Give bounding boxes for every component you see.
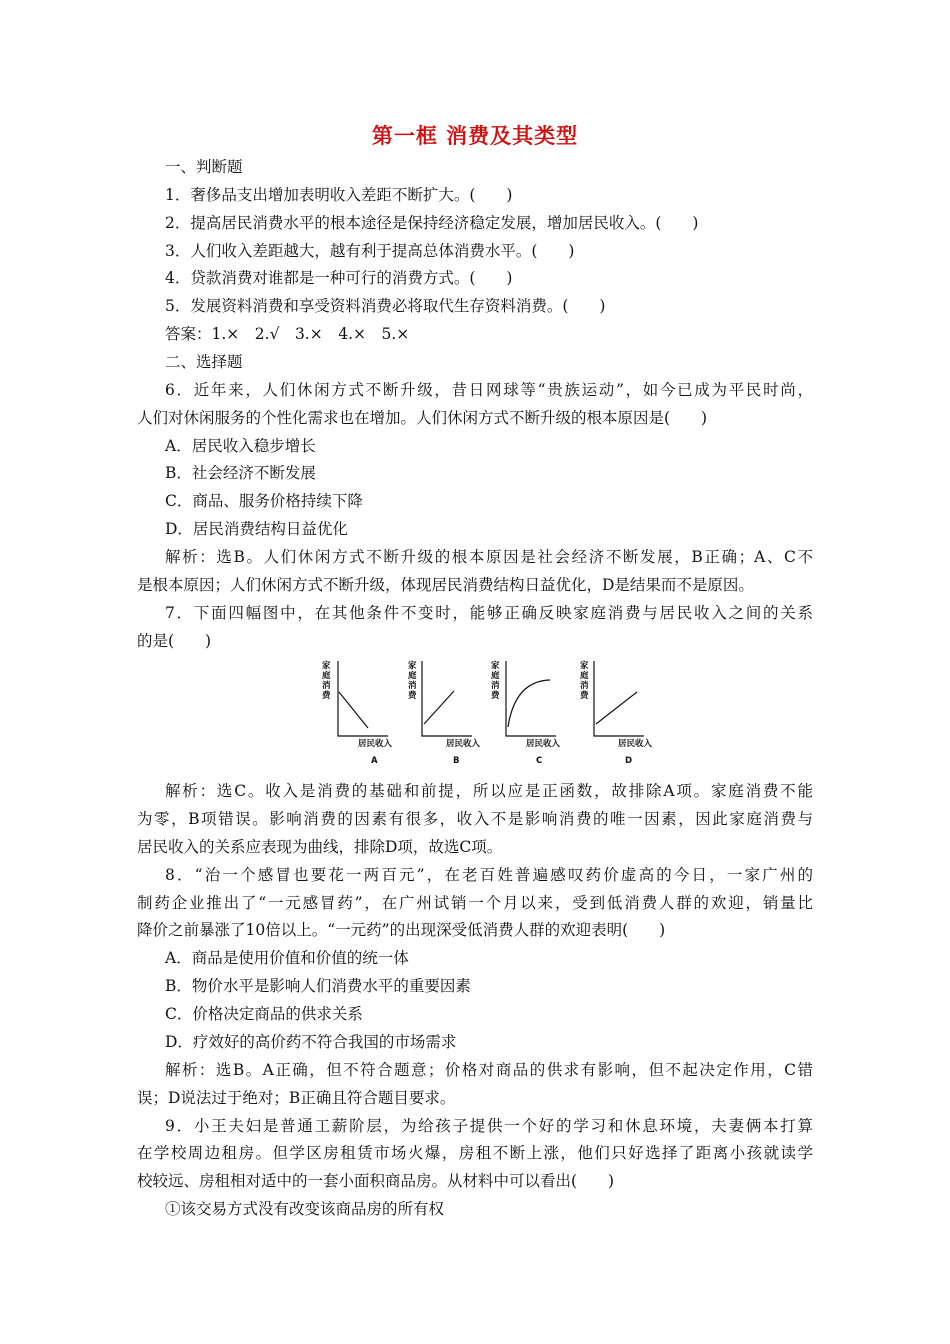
graph-c-letter: C bbox=[536, 756, 543, 766]
q6-stem-line-2: 人们对休闲服务的个性化需求也在增加。人们休闲方式不断升级的根本原因是( ) bbox=[137, 409, 708, 427]
graph-c-curve bbox=[508, 680, 550, 727]
graph-d-ylabel-4: 费 bbox=[580, 691, 589, 701]
q8-option-a: A．商品是使用价值和价值的统一体 bbox=[165, 949, 409, 967]
q8-analysis-line-2: 误；D说法过于绝对；B正确且符合题目要求。 bbox=[137, 1089, 456, 1107]
graph-d-curve bbox=[596, 692, 637, 724]
graph-b-letter: B bbox=[453, 756, 460, 766]
q9-stem-line-1: 9．小王夫妇是普通工薪阶层，为给孩子提供一个好的学习和休息环境，夫妻俩本打算 bbox=[165, 1117, 813, 1135]
graph-a-curve bbox=[339, 692, 368, 728]
graph-c-ylabel-1: 家 bbox=[491, 661, 500, 671]
q7-analysis-line-2: 为零，B项错误。影响消费的因素有很多，收入不是影响消费的唯一因素，因此家庭消费与 bbox=[137, 810, 813, 828]
judgment-answer: 答案：1.× 2.√ 3.× 4.× 5.× bbox=[165, 325, 410, 343]
graph-c-xlabel: 居民收入 bbox=[526, 739, 561, 749]
q6-analysis-line-2: 是根本原因；人们休闲方式不断升级，体现居民消费结构日益优化，D是结果而不是原因。 bbox=[137, 576, 754, 594]
graph-b-ylabel-4: 费 bbox=[408, 691, 417, 701]
q6-option-b: B．社会经济不断发展 bbox=[165, 464, 316, 482]
graph-a-ylabel-3: 消 bbox=[322, 681, 331, 691]
q6-option-c: C．商品、服务价格持续下降 bbox=[165, 492, 363, 510]
q7-analysis-line-1: 解析：选C。收入是消费的基础和前提，所以应是正函数，故排除A项。家庭消费不能 bbox=[165, 782, 813, 800]
graph-d-ylabel-2: 庭 bbox=[580, 671, 589, 681]
graph-c-ylabel-3: 消 bbox=[491, 681, 500, 691]
q9-statement-1: ①该交易方式没有改变该商品房的所有权 bbox=[165, 1200, 445, 1218]
q8-analysis-line-1: 解析：选B。A正确，但不符合题意；价格对商品的供求有影响，但不起决定作用，C错 bbox=[165, 1061, 813, 1079]
judgment-item-2: 2．提高居民消费水平的根本途径是保持经济稳定发展，增加居民收入。( ) bbox=[165, 214, 699, 232]
graph-d-axes bbox=[594, 661, 644, 736]
section-heading-choice: 二、选择题 bbox=[165, 353, 243, 371]
graph-b-ylabel-1: 家 bbox=[408, 661, 417, 671]
q9-stem-line-3: 校较远、房租相对适中的一套小面积商品房。从材料中可以看出( ) bbox=[137, 1172, 615, 1190]
q7-stem-line-2: 的是( ) bbox=[137, 632, 212, 650]
q7-analysis-line-3: 居民收入的关系应表现为曲线，排除D项，故选C项。 bbox=[137, 838, 503, 856]
q8-option-c: C．价格决定商品的供求关系 bbox=[165, 1005, 363, 1023]
q6-stem-line-1: 6．近年来，人们休闲方式不断升级，昔日网球等“贵族运动”，如今已成为平民时尚， bbox=[165, 381, 813, 399]
q8-stem-line-3: 降价之前暴涨了10倍以上。“一元药”的出现深受低消费人群的欢迎表明( ) bbox=[137, 921, 666, 939]
q7-four-graphs bbox=[322, 656, 678, 766]
section-heading-true-false: 一、判断题 bbox=[165, 158, 243, 176]
q6-option-d: D．居民消费结构日益优化 bbox=[165, 520, 348, 538]
graph-d-letter: D bbox=[625, 756, 633, 766]
graph-b-curve bbox=[424, 691, 454, 724]
q8-stem-line-2: 制药企业推出了“一元感冒药”，在广州试销一个月以来，受到低消费人群的欢迎，销量比 bbox=[137, 894, 813, 912]
graph-b-ylabel-2: 庭 bbox=[408, 671, 417, 681]
page-title: 第一框 消费及其类型 bbox=[371, 124, 579, 148]
graph-b-ylabel-3: 消 bbox=[408, 681, 417, 691]
q8-option-d: D．疗效好的高价药不符合我国的市场需求 bbox=[165, 1033, 457, 1051]
graph-a-letter: A bbox=[371, 756, 378, 766]
graph-b-xlabel: 居民收入 bbox=[446, 739, 481, 749]
graph-c-axes bbox=[506, 661, 556, 736]
graph-c-ylabel-2: 庭 bbox=[491, 671, 500, 681]
graph-a-ylabel-4: 费 bbox=[322, 691, 331, 701]
q7-stem-line-1: 7．下面四幅图中，在其他条件不变时，能够正确反映家庭消费与居民收入之间的关系 bbox=[165, 604, 813, 622]
graph-a-axes bbox=[338, 661, 388, 736]
q6-analysis-line-1: 解析：选B。人们休闲方式不断升级的根本原因是社会经济不断发展，B正确；A、C不 bbox=[165, 548, 813, 566]
judgment-item-3: 3．人们收入差距越大，越有利于提高总体消费水平。( ) bbox=[165, 242, 575, 260]
graph-a-ylabel-2: 庭 bbox=[322, 671, 331, 681]
judgment-item-4: 4．贷款消费对谁都是一种可行的消费方式。( ) bbox=[165, 269, 513, 287]
graph-d-ylabel-1: 家 bbox=[580, 661, 589, 671]
graph-d-xlabel: 居民收入 bbox=[618, 739, 653, 749]
judgment-item-5: 5．发展资料消费和享受资料消费必将取代生存资料消费。( ) bbox=[165, 297, 606, 315]
graph-c-ylabel-4: 费 bbox=[491, 691, 500, 701]
judgment-item-1: 1．奢侈品支出增加表明收入差距不断扩大。( ) bbox=[165, 186, 513, 204]
graph-d-ylabel-3: 消 bbox=[580, 681, 589, 691]
graph-a-xlabel: 居民收入 bbox=[358, 739, 393, 749]
q8-option-b: B．物价水平是影响人们消费水平的重要因素 bbox=[165, 977, 471, 995]
q9-stem-line-2: 在学校周边租房。但学区房租赁市场火爆，房租不断上涨，他们只好选择了距离小孩就读学 bbox=[137, 1144, 813, 1162]
q6-option-a: A．居民收入稳步增长 bbox=[165, 437, 316, 455]
graph-a-ylabel-1: 家 bbox=[322, 661, 331, 671]
q8-stem-line-1: 8．“治一个感冒也要花一两百元”，在老百姓普遍感叹药价虚高的今日，一家广州的 bbox=[165, 866, 813, 884]
